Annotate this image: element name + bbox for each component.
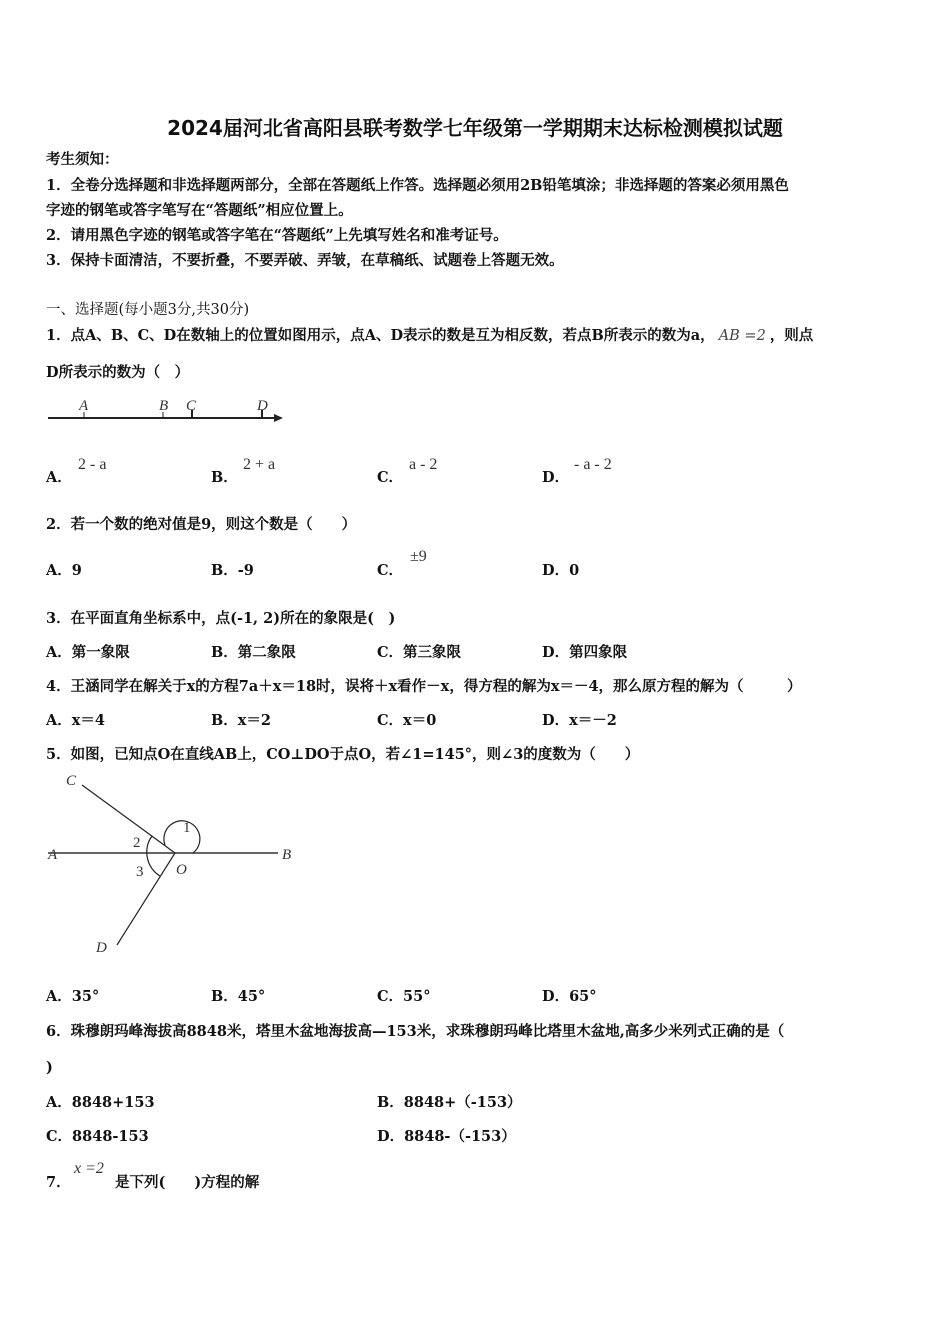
point-label-d: D — [96, 940, 107, 956]
stem-math: AB =2 — [718, 328, 766, 344]
point-label-d: D — [257, 398, 268, 414]
question-3-stem: 3．在平面直角坐标系中，点(-1, 2)所在的象限是( ) — [46, 610, 396, 627]
stem-text: ，则点 — [769, 327, 814, 344]
option-letter: B． — [211, 562, 238, 579]
option-b[interactable] — [211, 643, 296, 663]
stem-text: 1．点A、B、C、D在数轴上的位置如图用示，点A、D表示的数是互为相反数，若点B所表示的数为a， — [46, 327, 715, 344]
angle-label-2: 2 — [133, 835, 141, 851]
angle-label-1: 1 — [183, 820, 191, 836]
point-label-b: B — [159, 398, 169, 414]
option-a[interactable] — [46, 1093, 155, 1113]
option-letter: C． — [377, 988, 404, 1005]
point-label-b: B — [282, 847, 292, 863]
question-4-stem: 4．王涵同学在解关于x的方程7a＋x＝18时，误将＋x看作－x，得方程的解为x＝－4，那么原方程的解为（ ） — [46, 678, 802, 695]
option-letter: A． — [46, 712, 72, 729]
page-title: 2024届河北省高阳县联考数学七年级第一学期期末达标检测模拟试题 — [167, 116, 783, 140]
option-letter: B． — [377, 1094, 404, 1111]
option-letter: A． — [46, 562, 72, 579]
option-a-math: 2 - a — [78, 456, 107, 473]
option-letter: B． — [211, 988, 238, 1005]
option-c[interactable] — [377, 987, 430, 1007]
option-d[interactable] — [542, 987, 597, 1007]
option-a[interactable] — [46, 561, 82, 581]
option-text: 0 — [569, 562, 580, 579]
option-text: x＝2 — [237, 712, 271, 729]
option-text: 65° — [569, 988, 597, 1005]
point-label-a: A — [79, 398, 89, 414]
option-letter: A． — [46, 644, 72, 661]
option-c-math: ±9 — [410, 548, 427, 565]
option-letter: D． — [542, 562, 570, 579]
option-a[interactable] — [46, 711, 105, 731]
option-letter: B． — [211, 644, 238, 661]
notice-line: 2．请用黑色字迹的钢笔或答字笔在“答题纸”上先填写姓名和准考证号。 — [46, 227, 508, 244]
option-text: x＝4 — [71, 712, 105, 729]
option-a[interactable] — [46, 643, 130, 663]
option-text: 35° — [71, 988, 100, 1005]
option-c[interactable]: C． — [377, 562, 404, 579]
option-letter: D． — [542, 988, 570, 1005]
option-b[interactable] — [211, 561, 254, 581]
option-c[interactable]: C． — [377, 469, 404, 486]
option-b-math: 2 + a — [243, 456, 276, 473]
notice-heading: 考生须知： — [46, 151, 119, 168]
question-7-stem: 是下列( )方程的解 — [115, 1174, 260, 1191]
option-letter: A． — [46, 988, 72, 1005]
option-text: 9 — [71, 562, 82, 579]
option-text: x＝0 — [403, 712, 437, 729]
option-d[interactable] — [542, 561, 579, 581]
option-letter: D． — [542, 644, 570, 661]
question-1-stem-cont: D所表示的数为（ ） — [46, 364, 190, 381]
option-c-math: a - 2 — [409, 456, 438, 473]
option-text: 第四象限 — [569, 644, 628, 661]
option-text: -9 — [237, 562, 254, 579]
option-letter: C． — [46, 1128, 73, 1145]
option-text: 45° — [237, 988, 266, 1005]
option-d[interactable]: D． — [542, 469, 570, 486]
option-text: 第三象限 — [403, 644, 462, 661]
question-1-stem — [46, 326, 813, 346]
option-text: 8848+153 — [71, 1094, 155, 1111]
option-a[interactable]: A． — [46, 469, 72, 486]
option-letter: C． — [377, 644, 404, 661]
option-letter: A． — [46, 1094, 72, 1111]
notice-line: 字迹的钢笔或答字笔写在“答题纸”相应位置上。 — [46, 202, 353, 219]
option-text: 8848-（-153） — [404, 1128, 516, 1145]
option-letter: B． — [211, 712, 238, 729]
point-label-c: C — [66, 773, 77, 789]
option-d[interactable] — [542, 643, 627, 663]
option-b[interactable] — [211, 711, 271, 731]
notice-line: 1．全卷分选择题和非选择题两部分，全部在答题纸上作答。选择题必须用2B铅笔填涂；非选择题的答案必须用黑色 — [46, 177, 789, 194]
question-6-stem: 6．珠穆朗玛峰海拔高8848米，塔里木盆地海拔高—153米，求珠穆朗玛峰比塔里木盆地,高多少米列式正确的是（ — [46, 1023, 785, 1040]
option-letter: C． — [377, 712, 404, 729]
option-a[interactable] — [46, 987, 99, 1007]
option-d-math: - a - 2 — [574, 456, 612, 473]
question-7-number: 7． — [46, 1174, 71, 1191]
section-heading: 一、选择题(每小题3分,共30分) — [46, 302, 250, 318]
option-text: x＝－2 — [569, 712, 617, 729]
option-c[interactable] — [46, 1127, 149, 1147]
option-b[interactable]: B． — [211, 469, 238, 486]
question-6-stem-cont: ) — [46, 1059, 53, 1076]
option-text: 55° — [403, 988, 431, 1005]
question-5-stem: 5．如图，已知点O在直线AB上，CO⊥DO于点O，若∠1=145°，则∠3的度数为（ ） — [46, 746, 640, 763]
question-2-stem: 2．若一个数的绝对值是9，则这个数是（ ） — [46, 516, 357, 533]
point-label-o: O — [176, 862, 187, 878]
angle-label-3: 3 — [136, 864, 144, 880]
point-label-a: A — [48, 847, 58, 863]
option-d[interactable] — [542, 711, 617, 731]
option-b[interactable] — [211, 987, 265, 1007]
option-text: 第一象限 — [71, 644, 130, 661]
option-text: 8848-153 — [72, 1128, 149, 1145]
option-text: 第二象限 — [237, 644, 296, 661]
option-c[interactable] — [377, 643, 461, 663]
notice-line: 3．保持卡面清洁，不要折叠，不要弄破、弄皱，在草稿纸、试题卷上答题无效。 — [46, 252, 564, 269]
option-c[interactable] — [377, 711, 436, 731]
angle-figure — [40, 770, 310, 960]
option-d[interactable] — [377, 1127, 516, 1147]
question-7-math: x =2 — [74, 1160, 104, 1177]
point-label-c: C — [186, 398, 197, 414]
number-line-figure — [40, 395, 300, 430]
option-letter: D． — [542, 712, 570, 729]
option-b[interactable] — [377, 1093, 522, 1113]
option-text: 8848+（-153） — [403, 1094, 522, 1111]
option-letter: D． — [377, 1128, 405, 1145]
